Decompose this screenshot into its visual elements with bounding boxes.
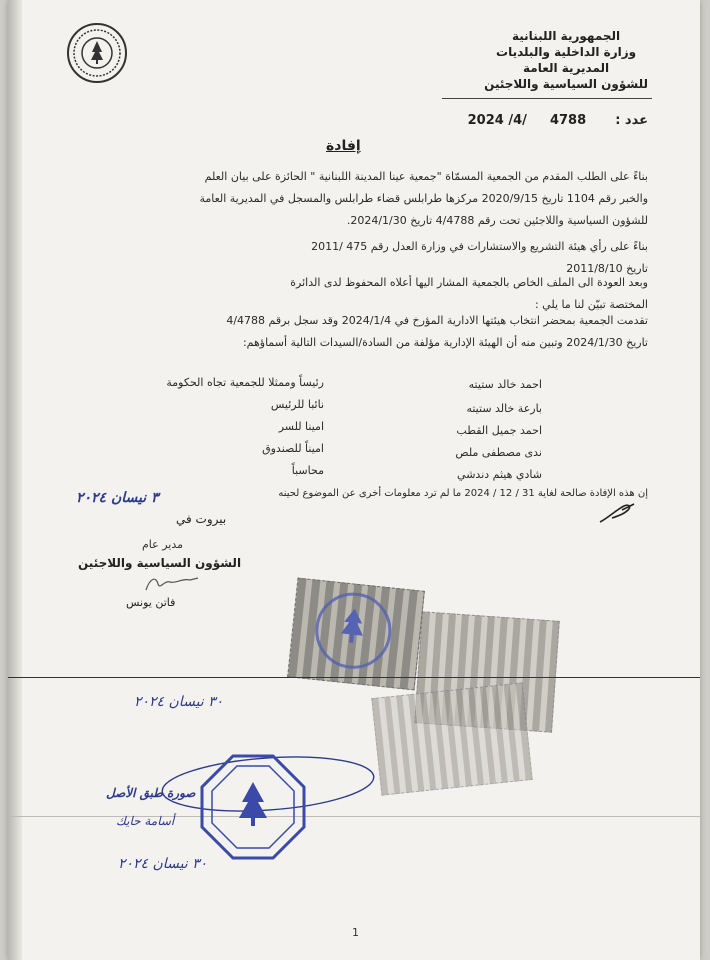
paragraph-4-line-2: تاريخ 2024/1/30 وتبين منه أن الهيئة الإدارية مؤلفة من السادة/السيدات التالية أسماؤهم:	[242, 336, 648, 349]
member-name: شادي هيثم دندشي	[457, 468, 542, 481]
reference-number	[468, 113, 648, 128]
member-name: احمد خالد ستيته	[468, 378, 542, 391]
ministry-header	[484, 28, 648, 92]
initials-scribble-icon	[598, 500, 638, 526]
page-number: 1	[352, 926, 359, 939]
member-name: ندى مصطفى ملص	[455, 446, 542, 459]
validity-statement: إن هذه الإفادة صالحة لغاية 31 / 12 / 2024 ما لم ترد معلومات أخرى عن الموضوع لحينه	[278, 488, 648, 499]
paragraph-1-line-2: والخبر رقم 1104 تاريخ 2020/9/15 مركزها طرابلس قضاء طرابلس والمسجل في المديرية العامة	[199, 192, 648, 205]
paragraph-3-line-1: وبعد العودة الى الملف الخاص بالجمعية المشار اليها أعلاه المحفوظ لدى الدائرة	[290, 276, 648, 289]
signature-place: بيروت في	[176, 512, 227, 526]
member-role: اميناً للصندوق	[262, 442, 324, 455]
member-role: امينا للسر	[278, 420, 324, 433]
member-role: محاسباً	[291, 464, 324, 477]
signature-scribble-icon	[142, 572, 202, 596]
signature-title: مدير عام	[142, 538, 184, 551]
page-title: إفادة	[326, 138, 361, 154]
member-role: رئيساً وممثلا للجمعية تجاه الحكومة	[166, 376, 324, 389]
fiscal-stamp	[371, 682, 532, 795]
paragraph-1-line-1: بناءً على الطلب المقدم من الجمعية المسمّاة "جمعية عينا المدينة اللبنانية " الحائزة على بيان العلم	[204, 170, 648, 183]
fiscal-stamp	[287, 578, 425, 691]
member-name: احمد جميل القطب	[456, 424, 542, 437]
paragraph-2-line-1: بناءً على رأي هيئة التشريع والاستشارات في وزارة العدل رقم 475 /2011	[311, 240, 648, 253]
header-line-4: للشؤون السياسية واللاجئين	[484, 77, 648, 91]
document-page	[8, 0, 700, 960]
paragraph-3-line-2: المختصة تبيّن لنا ما يلي :	[534, 298, 648, 311]
header-divider	[442, 98, 652, 99]
header-line-2: وزارة الداخلية والبلديات	[496, 45, 637, 59]
handwritten-date: ٣٠ نيسان ٢٠٢٤	[118, 856, 208, 872]
reference-label: عدد :	[615, 113, 648, 128]
octagon-stamp-icon	[198, 752, 308, 862]
paragraph-2-line-2: تاريخ 2011/8/10	[566, 262, 648, 275]
official-stamp	[198, 752, 308, 862]
signature-department: الشؤون السياسية واللاجئين	[78, 556, 242, 570]
header-line-1: الجمهورية اللبنانية	[512, 29, 621, 43]
reference-date: 2024 /4/	[467, 113, 527, 128]
paragraph-4-line-1: تقدمت الجمعية بمحضر انتخاب هيئتها الادارية المؤرخ في 2024/1/4 وقد سجل برقم 4/4788	[226, 314, 648, 327]
lebanon-seal-icon	[66, 22, 128, 84]
certifier-name: أسامة حايك	[116, 814, 175, 828]
page-divider-line	[8, 677, 700, 678]
reference-num: 4788	[549, 113, 587, 128]
member-role: نائبا للرئيس	[270, 398, 324, 411]
certified-copy-label: صورة طبق الأصل	[106, 786, 196, 800]
handwritten-date: ٣٠ نيسان ٢٠٢٤	[134, 694, 224, 710]
paragraph-1-line-3: للشؤون السياسية واللاجئين تحت رقم 4/4788 تاريخ 2024/1/30.	[346, 214, 648, 227]
header-line-3: المديرية العامة	[523, 61, 610, 75]
cedar-tree-icon	[336, 605, 370, 648]
signatory-name: فاتن يونس	[126, 596, 176, 609]
member-name: بارعة خالد ستيته	[466, 402, 542, 415]
handwritten-date: ٣ نيسان ٢٠٢٤	[76, 490, 159, 506]
